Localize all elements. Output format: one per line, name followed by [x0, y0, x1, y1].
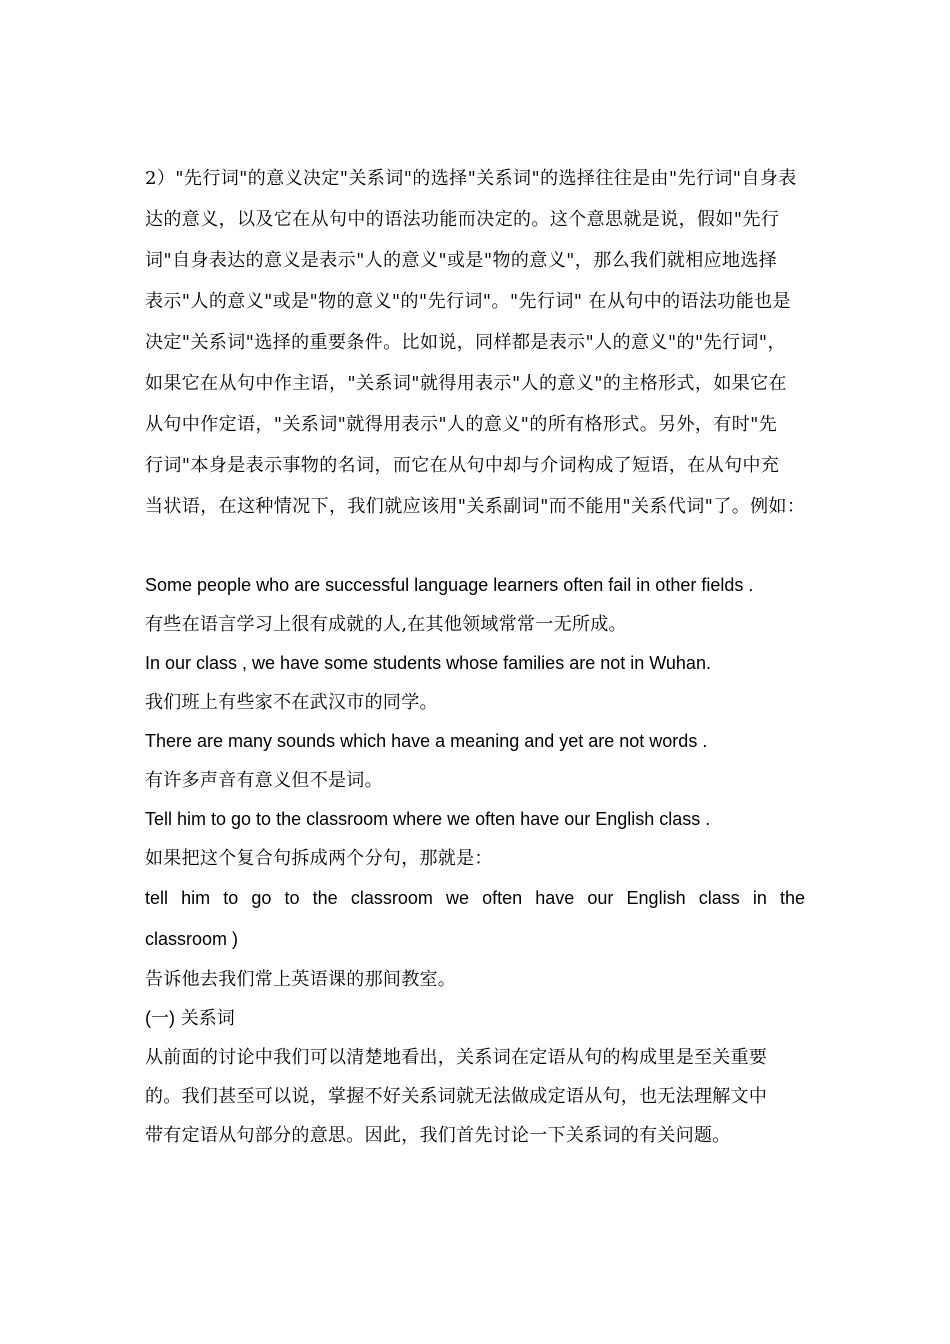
example-3-english: There are many sounds which have a meaning and yet are not words .: [145, 731, 708, 751]
paragraph-line: 从句中作定语，"关系词"就得用表示"人的意义"的所有格形式。另外，有时"先: [145, 414, 778, 435]
paragraph-line: 2）"先行词"的意义决定"关系词"的选择"关系词"的选择往往是由"先行词"自身表: [145, 168, 797, 189]
example-2-english: In our class , we have some students whose families are not in Wuhan.: [145, 653, 711, 673]
example-4-split-line-1: tell him to go to the classroom we often have our English class in the: [145, 888, 805, 908]
example-4-chinese: 告诉他去我们常上英语课的那间教室。: [145, 969, 457, 990]
paragraph-line: 当状语，在这种情况下，我们就应该用"关系副词"而不能用"关系代词"了。例如：: [145, 496, 806, 517]
paragraph-antecedent-meaning: [145, 158, 810, 527]
example-2-chinese: 我们班上有些家不在武汉市的同学。: [145, 692, 438, 713]
section-line: 带有定语从句部分的意思。因此，我们首先讨论一下关系词的有关问题。: [145, 1125, 731, 1146]
example-4-split-line-2: classroom ): [145, 929, 239, 949]
paragraph-line: 如果它在从句中作主语，"关系词"就得用表示"人的意义"的主格形式，如果它在: [145, 373, 787, 394]
example-1-english: Some people who are successful language learners often fail in other fields .: [145, 575, 754, 595]
paragraph-line: 达的意义，以及它在从句中的语法功能而决定的。这个意思就是说，假如"先行: [145, 209, 780, 230]
section-line: 的。我们甚至可以说，掌握不好关系词就无法做成定语从句，也无法理解文中: [145, 1086, 768, 1107]
paragraph-line: 行词"本身是表示事物的名词，而它在从句中却与介词构成了短语，在从句中充: [145, 455, 780, 476]
example-3-chinese: 有许多声音有意义但不是词。: [145, 770, 383, 791]
section-heading-number: (一): [145, 1008, 175, 1028]
example-1-chinese: 有些在语言学习上很有成就的人,在其他领域常常一无所成。: [145, 614, 627, 635]
example-4-english: Tell him to go to the classroom where we often have our English class .: [145, 809, 711, 829]
examples-block: [145, 566, 805, 1155]
paragraph-line: 词"自身表达的意义是表示"人的意义"或是"物的意义"，那么我们就相应地选择: [145, 250, 778, 271]
paragraph-line: 表示"人的意义"或是"物的意义"的"先行词"。"先行词" 在从句中的语法功能也是: [145, 291, 791, 312]
section-heading: [145, 999, 805, 1038]
paragraph-line: 决定"关系词"选择的重要条件。比如说，同样都是表示"人的意义"的"先行词"，: [145, 332, 786, 353]
section-heading-text: 关系词: [175, 1008, 235, 1029]
example-4-note: 如果把这个复合句拆成两个分句，那就是：: [145, 848, 493, 869]
section-line: 从前面的讨论中我们可以清楚地看出，关系词在定语从句的构成里是至关重要: [145, 1047, 768, 1068]
